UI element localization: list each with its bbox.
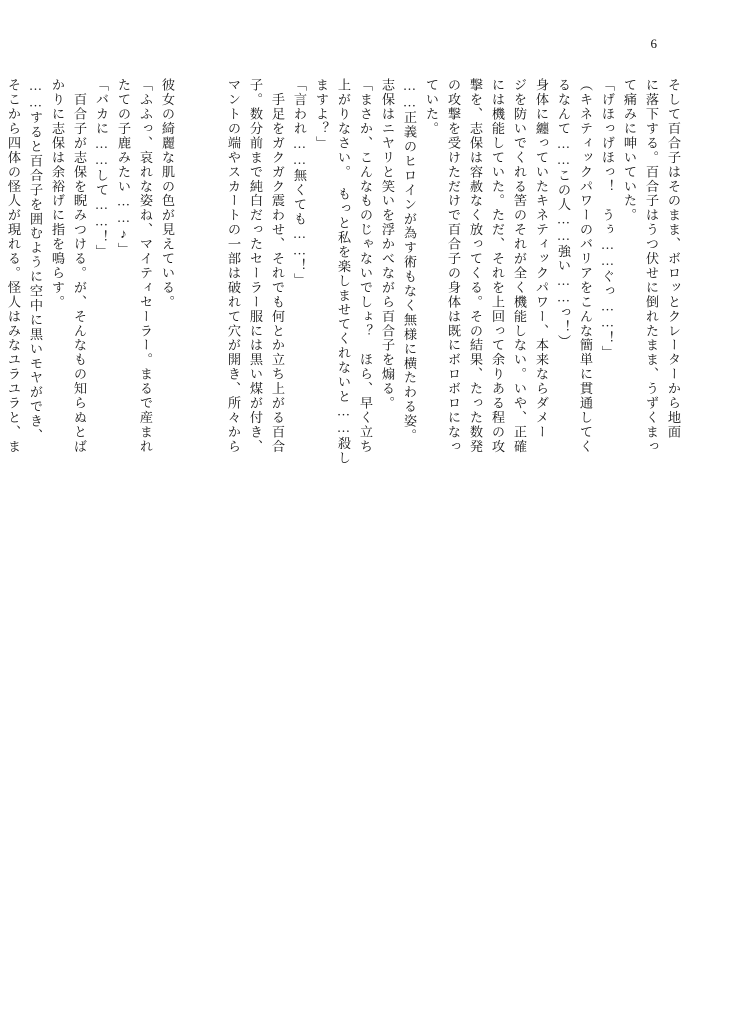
text-column-left-line-3: 「バカに……して……！」 — [94, 78, 109, 259]
text-column-right-line-4: （キネティックパワーのバリアをこんな簡単に貫通してく — [578, 78, 593, 454]
text-column-right-line-18: 手足をガクガク震わせ、それでも何とか立ち上がる百合 — [270, 78, 285, 454]
text-column-right-line-19: 子。数分前まで純白だったセーラー服には黒い煤が付き、 — [248, 78, 263, 454]
text-column-right-line-13: 志保はニヤリと笑いを浮かべながら百合子を煽る。 — [380, 78, 395, 411]
text-column-right-line-7: ジを防いでくれる筈のそれが全く機能しない。いや、正確 — [512, 78, 527, 454]
text-column-left-line-6: ……すると百合子を囲むように空中に黒いモヤができ、 — [28, 78, 43, 443]
text-column-right-line-20: マントの端やスカートの一部は破れて穴が開き、所々から — [226, 78, 241, 454]
text-column-left-line-2: たての子鹿みたい……♪」 — [116, 78, 131, 257]
text-column-right-line-9: 撃を、志保は容赦なく放ってくる。その結果、たった数発 — [468, 78, 483, 454]
text-column-right-line-10: の攻撃を受けただけで百合子の身体は既にボロボロになっ — [446, 78, 461, 454]
text-column-right-line-17: 「言われ……無くても……！」 — [292, 78, 307, 288]
page-number: 6 — [650, 36, 657, 51]
text-column-right-line-8: には機能していた。ただ、それを上回って余りある程の攻 — [490, 78, 505, 454]
text-column-right-line-5: るなんて……この人……強い……っ！） — [556, 78, 571, 349]
text-column-right-line-0: そして百合子はそのまま、ボロッとクレーターから地面 — [666, 78, 681, 440]
text-column-left-line-1: 「ふふっ、哀れな姿ね、マイティセーラー。まるで産まれ — [138, 78, 153, 454]
text-column-left-line-4: 百合子が志保を睨みつける。が、そんなもの知らぬとば — [72, 78, 87, 454]
text-column-right-line-2: て痛みに呻いていた。 — [622, 78, 637, 223]
text-column-left-line-7: そこから四体の怪人が現れる。怪人はみなユラユラと、ま — [6, 78, 21, 454]
text-column-right-line-16: ますよ？」 — [314, 78, 329, 151]
text-column-right-line-1: に落下する。百合子はうつ伏せに倒れたまま、うずくまっ — [644, 78, 659, 454]
text-column-left-line-5: かりに志保は余裕げに指を鳴らす。 — [50, 78, 65, 310]
text-column-right-line-12: ……正義のヒロインが為す術もなく無様に横たわる姿。 — [402, 78, 417, 443]
text-column-right-line-14: 「まさか、こんなものじゃないでしょ？ ほら、早く立ち — [358, 78, 373, 454]
text-column-right-line-11: ていた。 — [424, 78, 439, 136]
vertical-text-body — [6, 78, 681, 968]
text-column-right-line-3: 「げほっげほっ！ うぅ……ぐっ……！」 — [600, 78, 615, 360]
text-column-right-line-6: 身体に纏っていたキネティックパワー、本来ならダメー — [534, 78, 549, 440]
text-column-left-line-0: 彼女の綺麗な肌の色が見えている。 — [160, 78, 175, 310]
text-column-right-line-15: 上がりなさい。 もっと私を楽しませてくれないと……殺し — [336, 78, 351, 466]
